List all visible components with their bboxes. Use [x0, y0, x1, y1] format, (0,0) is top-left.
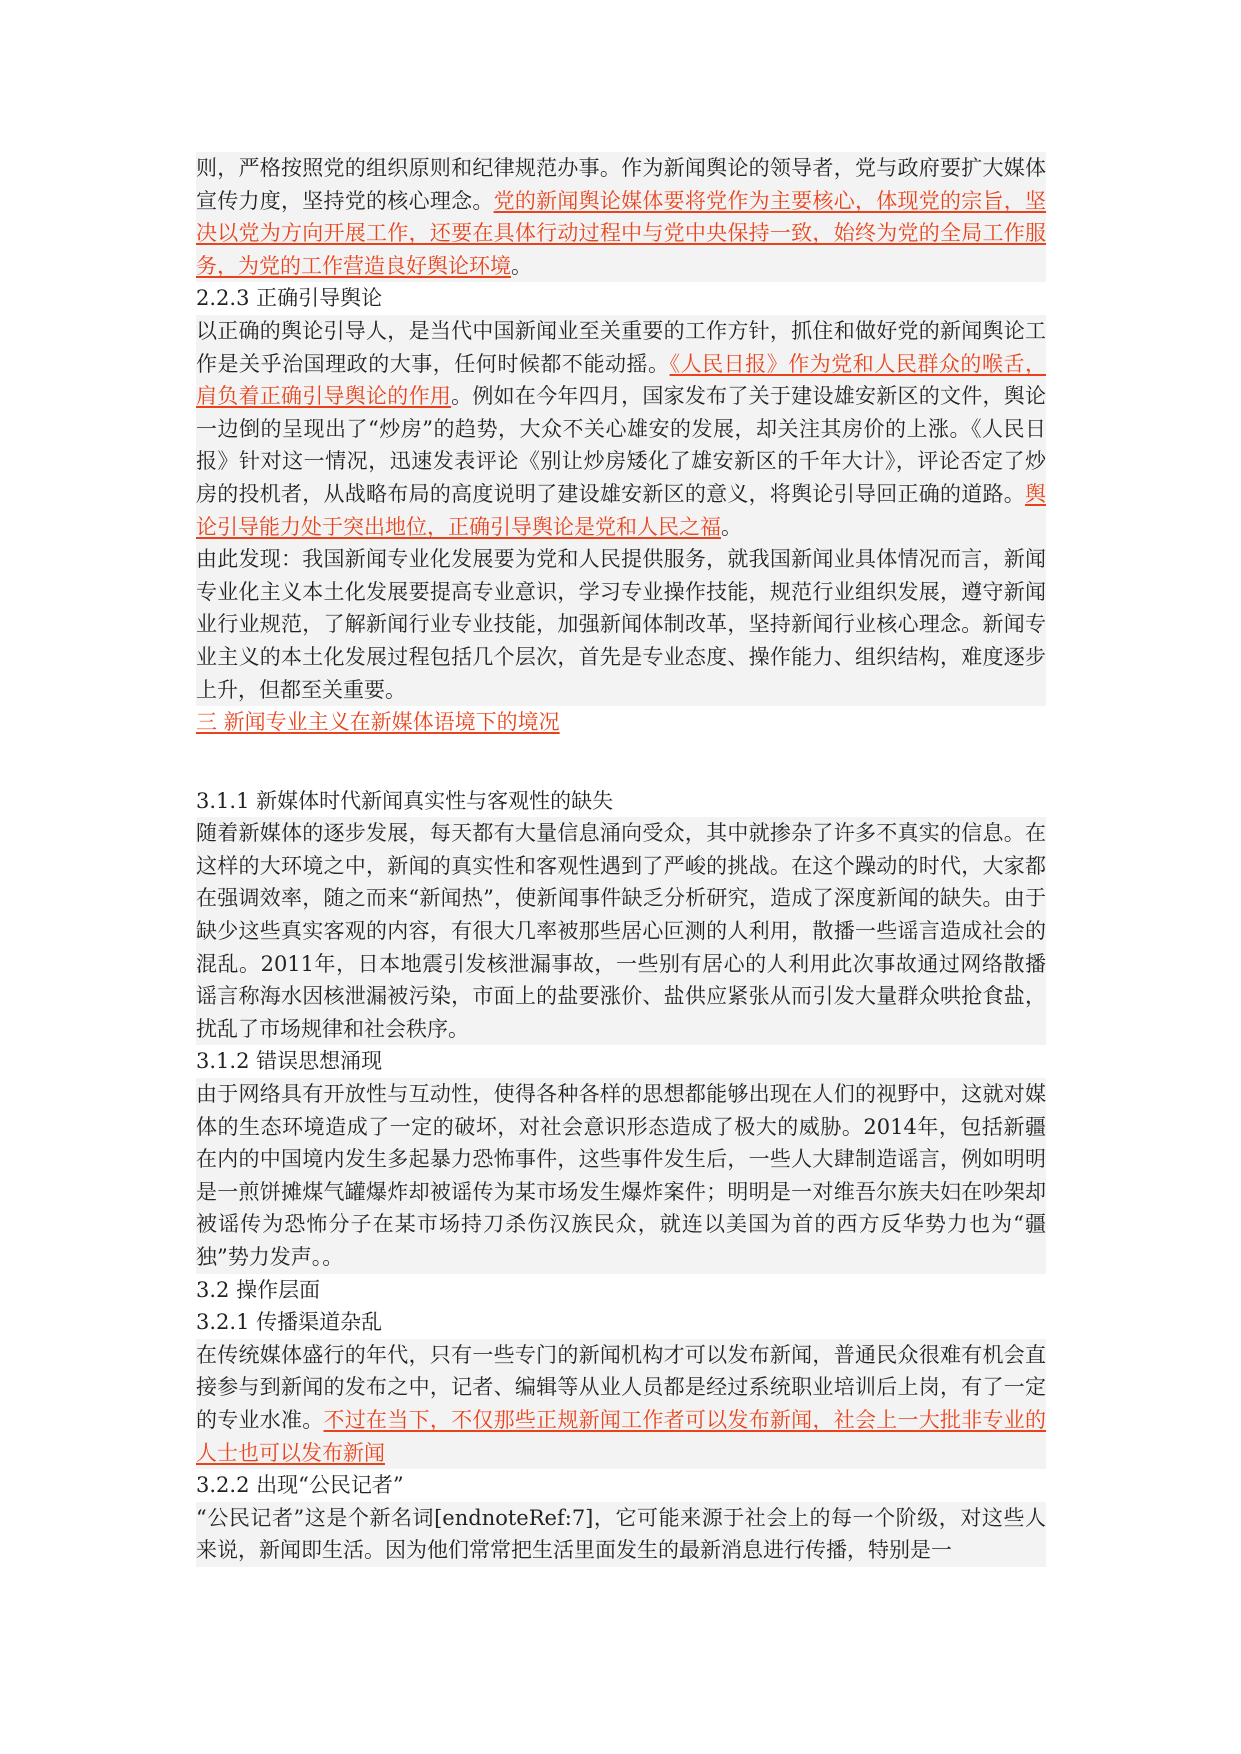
heading-3-2-2: 3.2.2 出现“公民记者” — [196, 1473, 404, 1498]
highlighted-link[interactable]: 《人民日报》作为党和人民群众的喉舌，肩负着正确引导舆论的作用 — [196, 351, 1046, 409]
paragraph-party-leadership — [196, 152, 1046, 282]
paragraph-text: 以正确的舆论引导人，是当代中国新闻业至关重要的工作方针，抓住和做好党的新闻舆论工作是关乎治国理政的大事，任何时候都不能动摇。 — [196, 318, 1046, 376]
highlighted-link[interactable]: 舆论引导能力处于突出地位，正确引导舆论是党和人民之福 — [196, 481, 1046, 539]
paragraph-guidance — [196, 315, 1046, 543]
paragraph-citizen-journalist: “公民记者”这是个新名词[endnoteRef:7]，它可能来源于社会上的每一个阶级，对这些人来说，新闻即生活。因为他们常常把生活里面发生的最新消息进行传播，特别是一 — [196, 1502, 1046, 1567]
paragraph-authenticity: 随着新媒体的逐步发展，每天都有大量信息涌向受众，其中就掺杂了许多不真实的信息。在这样的大环境之中，新闻的真实性和客观性遇到了严峻的挑战。在这个躁动的时代，大家都在强调效率，随之而来“新闻热”，使新闻事件缺乏分析研究，造成了深度新闻的缺失。由于缺少这些真实客观的内容，有很大几率被那些居心叵测的人利用，散播一些谣言造成社会的混乱。2011年，日本地震引发核泄漏事故，一些别有居心的人利用此次事故通过网络散播谣言称海水因核泄漏被污染，市面上的盐要涨价、盐供应紧张从而引发大量群众哄抢食盐，扰乱了市场规律和社会秩序。 — [196, 817, 1046, 1045]
heading-section-3-link[interactable]: 三 新闻专业主义在新媒体语境下的境况 — [196, 710, 560, 735]
paragraph-text: 在传统媒体盛行的年代，只有一些专门的新闻机构才可以发布新闻，普通民众很难有机会直接参与到新闻的发布之中，记者、编辑等从业人员都是经过系统职业培训后上岗，有了一定的专业水准。 — [196, 1342, 1046, 1432]
highlighted-link[interactable]: 党的新闻舆论媒体要将党作为主要核心，体现党的宗旨，坚决以党为方向开展工作，还要在具体行动过程中与党中央保持一致，始终为党的全局工作服务，为党的工作营造良好舆论环境 — [196, 188, 1047, 278]
paragraph-text: 。 — [721, 514, 742, 539]
paragraph-text: 。例如在今年四月，国家发布了关于建设雄安新区的文件，舆论一边倒的呈现出了“炒房”的趋势，大众不关心雄安的发展，却关注其房价的上涨。《人民日报》针对这一情况，迅速发表评论《别让炒房矮化了雄安新区的千年大计》，评论否定了炒房的投机者，从战略布局的高度说明了建设雄安新区的意义，将舆论引导回正确的道路。 — [196, 384, 1046, 506]
heading-3-2: 3.2 操作层面 — [196, 1277, 321, 1302]
blank-line — [196, 739, 1046, 785]
paragraph-conclusion: 由此发现：我国新闻专业化发展要为党和人民提供服务，就我国新闻业具体情况而言，新闻专业化主义本土化发展要提高专业意识，学习专业操作技能，规范行业组织发展，遵守新闻业行业规范，了解新闻行业专业技能，加强新闻体制改革，坚持新闻行业核心理念。新闻专业主义的本土化发展过程包括几个层次，首先是专业态度、操作能力、组织结构，难度逐步上升，但都至关重要。 — [196, 543, 1046, 706]
paragraph-channels — [196, 1339, 1046, 1469]
highlighted-link[interactable]: 不过在当下，不仅那些正规新闻工作者可以发布新闻，社会上一大批非专业的人士也可以发布新闻 — [196, 1407, 1047, 1465]
paragraph-text: 。 — [511, 253, 532, 278]
paragraph-wrong-thoughts: 由于网络具有开放性与互动性，使得各种各样的思想都能够出现在人们的视野中，这就对媒体的生态环境造成了一定的破坏，对社会意识形态造成了极大的威胁。2014年，包括新疆在内的中国境内发生多起暴力恐怖事件，这些事件发生后，一些人大肆制造谣言，例如明明是一煎饼摊煤气罐爆炸却被谣传为某市场发生爆炸案件；明明是一对维吾尔族夫妇在吵架却被谣传为恐怖分子在某市场持刀杀伤汉族民众，就连以美国为首的西方反华势力也为“疆独”势力发声。。 — [196, 1078, 1046, 1274]
heading-3-2-1: 3.2.1 传播渠道杂乱 — [196, 1310, 383, 1335]
document-page — [196, 152, 1046, 1567]
heading-3-1-2: 3.1.2 错误思想涌现 — [196, 1049, 383, 1074]
heading-3-1-1: 3.1.1 新媒体时代新闻真实性与客观性的缺失 — [196, 788, 614, 813]
heading-2-2-3: 2.2.3 正确引导舆论 — [196, 286, 383, 311]
paragraph-text: 则，严格按照党的组织原则和纪律规范办事。作为新闻舆论的领导者，党与政府要扩大媒体宣传力度，坚持党的核心理念。 — [196, 156, 1046, 213]
